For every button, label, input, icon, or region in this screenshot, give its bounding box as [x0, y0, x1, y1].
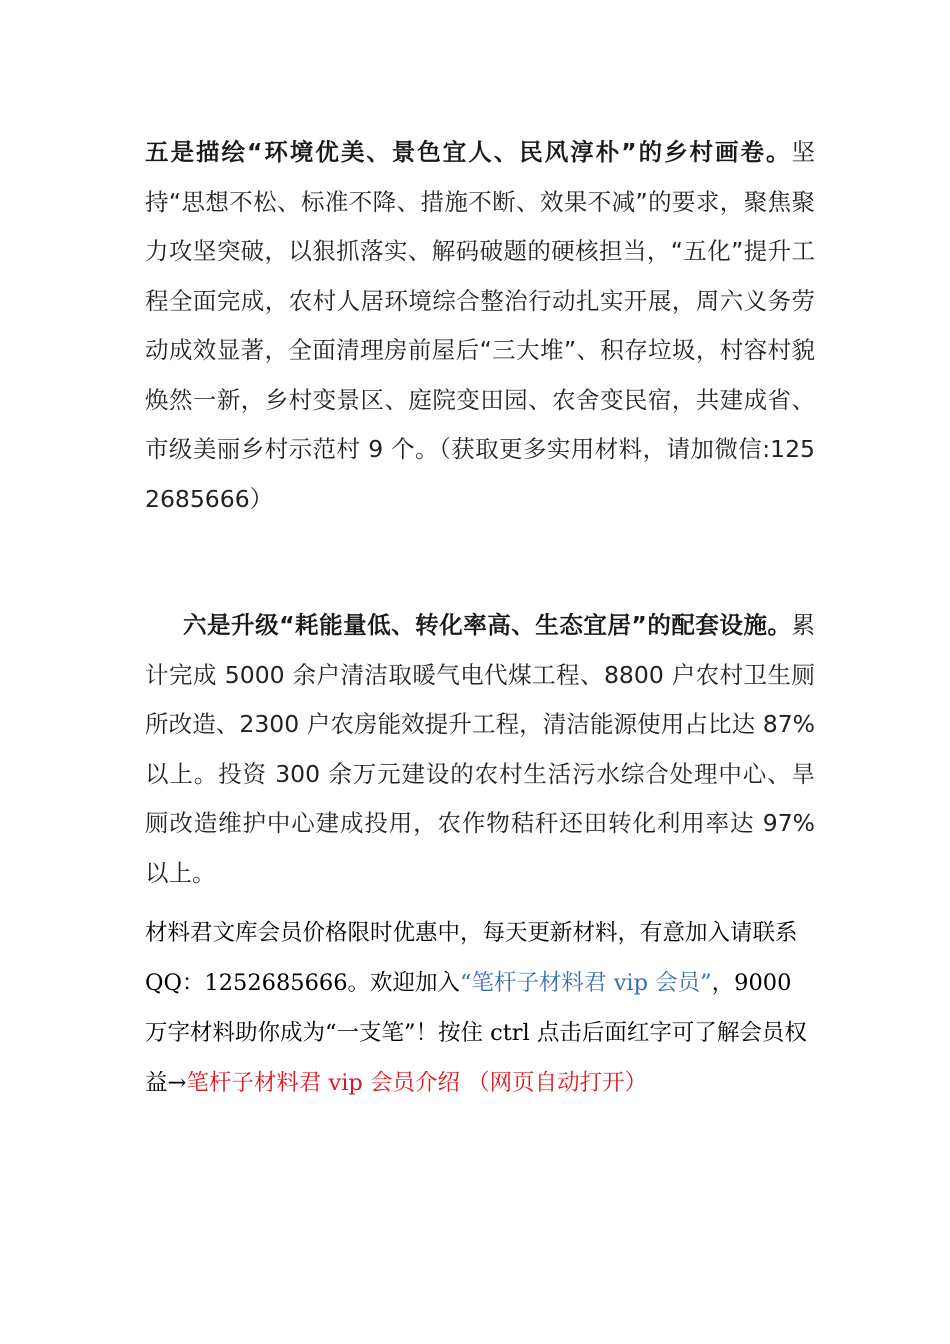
section-6-body: 累计完成 5000 余户清洁取暖气电代煤工程、8800 户农村卫生厕所改造、2300 户农房能效提升工程，清洁能源使用占比达 87%以上。投资 300 余万元建设的农村生活污水综合处理中心、旱厕改造维护中心建成投用，农作物秸秆还田转化利用率达 97%以上。: [145, 611, 815, 887]
section-5-heading: 五是描绘“环境优美、景色宜人、民风淳朴”的乡村画卷。: [145, 138, 792, 166]
document-page: [145, 128, 815, 1108]
section-6-heading: 六是升级“耗能量低、转化率高、生态宜居”的配套设施。: [183, 611, 792, 639]
section-5-paragraph: [145, 128, 815, 524]
promo-text-1: 材料君文库会员价格限时优惠中，每天更新材料，有意加入请联系 QQ：1252685666。欢迎加入: [145, 920, 798, 996]
vip-member-link[interactable]: “笔杆子材料君 vip 会员”: [460, 970, 712, 996]
membership-promo: [145, 908, 815, 1108]
promo-text-2: ，9000 万字材料助你成为“一支笔”！按住 ctrl 点击后面红字可了解会员权益→: [145, 970, 807, 1096]
section-6-indent: [145, 611, 183, 639]
section-5-body: 坚持“思想不松、标准不降、措施不断、效果不减”的要求，聚焦聚力攻坚突破，以狠抓落实、解码破题的硬核担当，“五化”提升工程全面完成，农村人居环境综合整治行动扎实开展，周六义务劳动成效显著，全面清理房前屋后“三大堆”、积存垃圾，村容村貌焕然一新，乡村变景区、庭院变田园、农舍变民宿，共建成省、市级美丽乡村示范村 9 个。（获取更多实用材料，请加微信:1252685666）: [145, 138, 815, 513]
vip-intro-link[interactable]: 笔杆子材料君 vip 会员介绍 （网页自动打开）: [186, 1070, 648, 1096]
section-6-paragraph: [145, 601, 815, 898]
